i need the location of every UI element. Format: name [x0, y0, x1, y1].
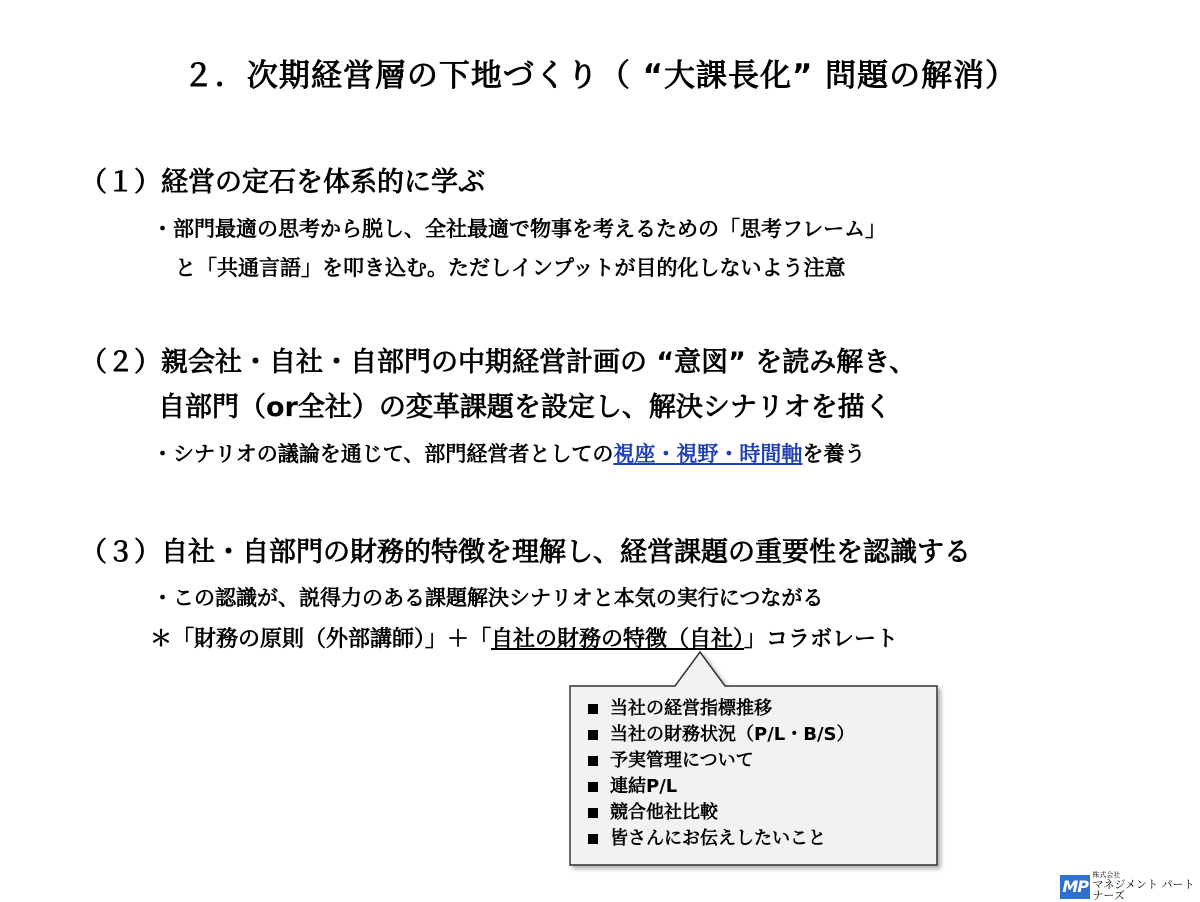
highlight-link[interactable]: 視座・視野・時間軸 — [613, 442, 803, 466]
section-1-heading: （１）経営の定石を体系的に学ぶ — [80, 167, 485, 198]
section-1-bullet-line-1: ・部門最適の思考から脱し、全社最適で物事を考えるための「思考フレーム」 — [152, 217, 887, 241]
section-3-bullet: ・この認識が、説得力のある課題解決シナリオと本気の実行につながる — [152, 586, 824, 610]
section-2-bullet-text-post: を養う — [802, 442, 866, 466]
section-2-heading-line-1: （２）親会社・自社・自部門の中期経営計画の “意図” を読み解き、 — [80, 347, 917, 378]
company-logo — [1060, 872, 1200, 901]
logo-mark: MP — [1060, 875, 1090, 899]
square-bullet-icon — [588, 808, 598, 818]
square-bullet-icon — [588, 834, 598, 844]
callout-item: 当社の財務状況（P/L・B/S） — [588, 722, 855, 748]
callout-item: 当社の経営指標推移 — [588, 696, 855, 722]
callout-item: 皆さんにお伝えしたいこと — [588, 826, 855, 852]
section-3-note-pre: ＊「財務の原則（外部講師）」＋「 — [150, 627, 492, 652]
square-bullet-icon — [588, 704, 598, 714]
logo-small-text: 株式会社 — [1092, 871, 1121, 879]
section-2-heading-line-2: 自部門（or全社）の変革課題を設定し、解決シナリオを描く — [158, 392, 892, 423]
section-2-bullet-text-pre: ・シナリオの議論を通じて、部門経営者としての — [152, 442, 614, 466]
callout-item: 競合他社比較 — [588, 800, 855, 826]
logo-text — [1092, 872, 1200, 901]
square-bullet-icon — [588, 782, 598, 792]
section-3-note-underlined: 自社の財務の特徴（自社） — [491, 627, 745, 652]
callout-item: 予実管理について — [588, 748, 855, 774]
section-3-note-post: 」コラボレート — [744, 627, 899, 652]
section-3-heading: （３）自社・自部門の財務的特徴を理解し、経営課題の重要性を認識する — [80, 537, 971, 568]
square-bullet-icon — [588, 756, 598, 766]
logo-name: マネジメント パートナーズ — [1092, 878, 1195, 902]
square-bullet-icon — [588, 730, 598, 740]
callout-list — [588, 696, 855, 852]
section-1-bullet-line-2: と「共通言語」を叩き込む。ただしインプットが目的化しないよう注意 — [175, 256, 846, 280]
callout-item: 連結P/L — [588, 774, 855, 800]
page-title: ２．次期経営層の下地づくり（ “大課長化” 問題の解消） — [182, 58, 1018, 94]
